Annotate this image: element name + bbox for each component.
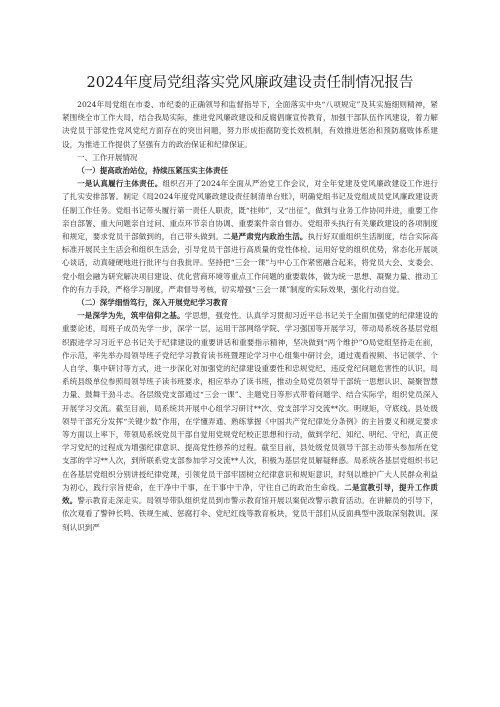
paragraph-text: 学思想，强党性。认真学习贯彻习近平总书记关于全面加强党的纪律建设的重要论述，局班子成员先学一步，深学一层，运用干部网络学院、学习强国等开展学习，带动局系统各基层党组织跟进学习习近平总书记关于纪律建设的重要讲话和重要指示精神，坚决做到“两个维护”O局党组坚持走在前，作示范，率先举办局领导班子党纪学习教育读书班暨理论学习中心组集中研讨会，通过观看视频、书记领学、个人自学、集中研讨等方式，进一步深化对加强党的纪律建设重要性和忠规党纪、违反党纪问题危害性的认识。局系统县级单位参照局领导班子读书班要求，相应举办了读书班，推动全局党员领导干部统一思想认识、凝聚智慧力量、鼓舞干劲斗志。各层级党支部通过“三会一课”、主题党日等形式带着问题学、结合实际学，组织党员深入开展学习交流。截至目前，局系统共开展中心组学习研讨**次、党支部学习交流**次。明规矩，守底线。县处级领导干部充分发挥“关键少数”作用，在学懂弄通、熟练掌握《中国共产党纪律处分条例》的主旨要义和规定要求等方面以上率下，带领局系统党员干部自觉用党规党纪校正思想和行动，做到学纪、知纪、明纪、守纪，真正使学习党纪的过程成为增强纪律意识、提高党性修养的过程。截至目前，县处级党员领导干部主动带头参加所在党支部的学习**人次，到所联系党支部参加学习交流**人次，积极为基层党员解疑释惑。局系统各基层党组织书记在各基层党组织分别讲授纪律党课，引领党员干部牢固树立纪律意识和规矩意识，时刻以维护广大人民群众利益为初心，践行宗旨使命，在干净中干事，在干事中干净，守住自己的政治生命线。 bbox=[62, 311, 438, 492]
section-heading: 一、工作开展情况 bbox=[77, 152, 138, 162]
paragraph-lead: 一是认真履行主体责任。 bbox=[77, 179, 163, 189]
paragraph-lead: 一是深学为先，筑牢信仰之基。 bbox=[77, 311, 185, 321]
subsection-heading: （一）提高政治站位，持续压紧压实主体责任 bbox=[77, 166, 229, 176]
paragraph-emphasis: 二是严肃党内政治生活。 bbox=[223, 232, 308, 242]
intro-paragraph: 2024年局党组在市委、市纪委的正确领导和监督指导下，全面落实中央“八项规定”及其实施细则精神，紧紧围绕全市工作大局，结合我局实际，推进党风廉政建设和反腐倡廉宣传教育，加强干部队伍作风建设，着力解决党员干部党性党风党纪方面存在的突出问题，努力形成拒腐防变长效机制，有效推进惩治和预防腐败体系建设，为推进工作提供了坚强有力的政治保证和纪律保证。 bbox=[62, 100, 438, 149]
subsection-heading: （二）深学细悟笃行，深入开展党纪学习教育 bbox=[77, 298, 229, 308]
document-body bbox=[62, 98, 438, 534]
paragraph-responsibility bbox=[62, 177, 438, 296]
document-title: 2024年度局党组落实党风廉政建设责任制情况报告 bbox=[86, 75, 414, 91]
paragraph-text: 警示教育走深走实。局领导带队组织党员到市警示教育馆开展以案促改警示教育活动。在讲解员的引导下，依次观看了警钟长鸣、铁规生威、惩腐打伞、党纪红线等教育板块，党员干部们从反面典型中汲取深刻教训。深刻认识到严 bbox=[62, 496, 438, 532]
paragraph-text: 组织召开了2024年全面从严治党工作会议，对全年党建及党风廉政建设工作进行了扎实安排部署。制定《局2024年度党风廉政建设责任制清单台账》，明确党组书记及党组成员党风廉政建设责任制工作任务。党组书记带头履行第一责任人职责，既“挂帅”，又“出征”，做到与业务工作协同并进，重要工作亲自部署、重大问题亲自过问、重点环节亲自协调、重要案件亲自督办。党组带头执行有关廉政建设的各项制度和规定，要求党员干部做到的，自己带头做到。 bbox=[62, 179, 438, 242]
paragraph-emphasis: 二是宣教引导，提升工作质效。 bbox=[62, 482, 438, 506]
paragraph-discipline-education bbox=[62, 309, 438, 533]
paragraph-text: 执行好双重组织生活制度，结合实际高标准开展民主生活会和组织生活会，引导党员干部进行高质量的党性体检。运用好党的组织优势，常态化开展谈心谈话，动真碰硬地进行批评与自我批评。坚持把“三会一课”与中心工作紧密融合起来，将党员大会、支委会、党小组会融为研究解决项目建设、优化营商环境等重点工作问题的重要载体，做为统一思想、凝聚力量、推动工作的有力手段，严格学习制度，严肃督导考核，切实增强“三会一课”制度的实际效果，强化行动自觉。 bbox=[62, 232, 438, 294]
